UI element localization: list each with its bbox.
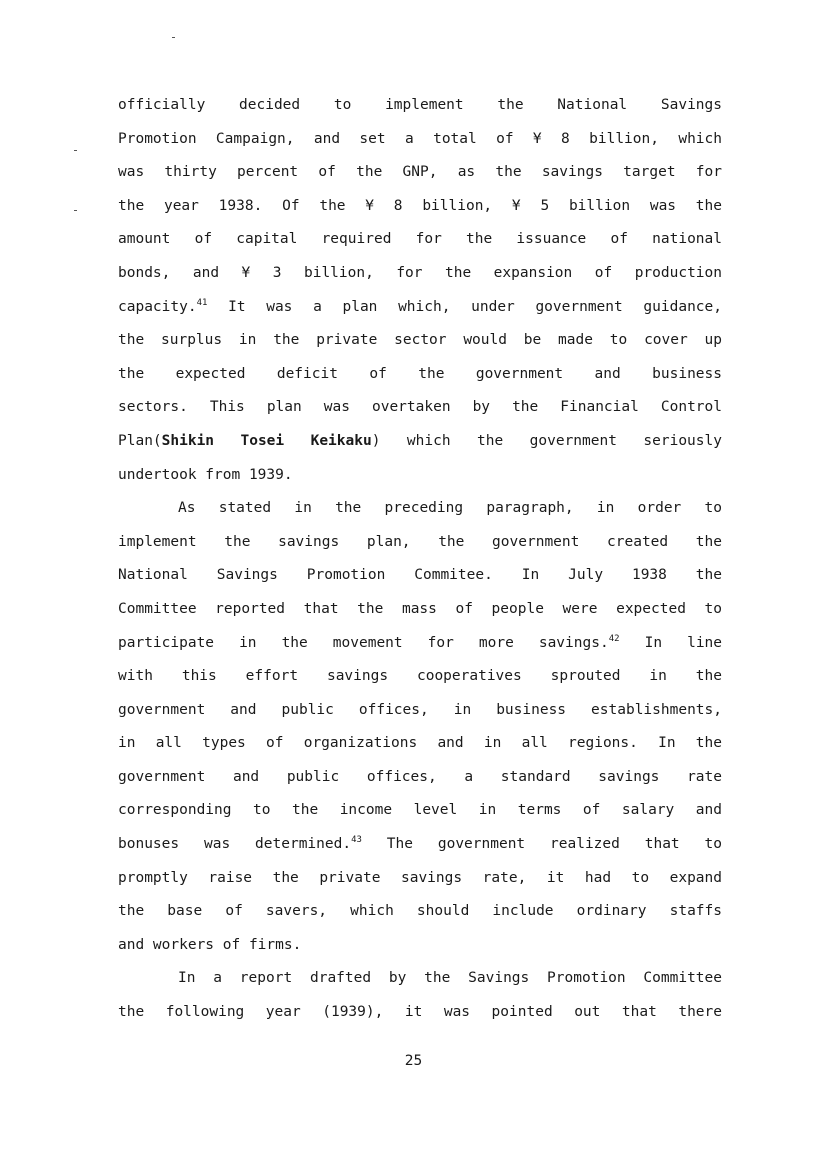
text-line: and workers of firms. [118, 936, 302, 953]
text-segment: ) [371, 432, 407, 449]
scan-speck [74, 210, 77, 211]
text-line: the expected deficit of the government and business [118, 365, 722, 382]
body-text [118, 92, 722, 1033]
text-line: the year 1938. Of the ¥ 8 billion, ¥ 5 billion was the [118, 197, 722, 214]
text-line: with this effort savings cooperatives sprouted in the [118, 668, 722, 685]
text-line: in all types of organizations and in all regions. In the [118, 735, 722, 752]
text-segment: which the government seriously [406, 432, 722, 449]
text-line: the following year (1939), it was pointed out that there [118, 1004, 722, 1021]
text-segment: The government realized that to [386, 836, 722, 853]
text-line: promptly raise the private savings rate, it had to expand [118, 869, 722, 886]
text-segment: capacity. [118, 298, 197, 315]
text-line: undertook from 1939. [118, 466, 293, 483]
scan-speck [74, 150, 77, 151]
text-line [118, 630, 722, 664]
footnote-ref-41: 41 [196, 297, 208, 308]
text-segment: In line [644, 634, 723, 651]
footnote-ref-43: 43 [351, 835, 362, 846]
text-segment: Plan( [118, 432, 162, 449]
text-line: the surplus in the private sector would be made to cover up [118, 332, 722, 349]
text-line: National Savings Promotion Commitee. In July 1938 the [118, 567, 722, 584]
footnote-ref-42: 42 [608, 633, 620, 644]
text-line: corresponding to the income level in terms of salary and [118, 802, 722, 819]
scan-speck [172, 37, 175, 38]
text-line: implement the savings plan, the government created the [118, 533, 722, 550]
text-line [118, 428, 722, 462]
text-line [118, 831, 722, 865]
page-number: 25 [404, 1053, 423, 1069]
paragraph-start-line: In a report drafted by the Savings Promotion Committee [178, 970, 722, 987]
text-line [118, 294, 722, 328]
text-line: government and public offices, in business establishments, [118, 701, 722, 718]
text-segment: It was a plan which, under government [207, 298, 623, 315]
text-line: sectors. This plan was overtaken by the Financial Control [118, 399, 722, 416]
text-line: amount of capital required for the issuance of national [118, 231, 722, 248]
text-line: government and public offices, a standard savings rate [118, 768, 722, 785]
italic-term: Shikin Tosei Keikaku [161, 432, 372, 449]
text-segment: participate in the movement for more savings. [118, 634, 609, 651]
text-line: the base of savers, which should include ordinary staffs [118, 903, 722, 920]
text-line: bonds, and ¥ 3 billion, for the expansion of production [118, 264, 722, 281]
text-line: officially decided to implement the National Savings [118, 97, 722, 113]
paragraph-start-line: As stated in the preceding paragraph, in order to [178, 500, 722, 517]
text-line: Committee reported that the mass of people were expected to [118, 600, 722, 617]
text-segment: bonuses was determined. [118, 836, 352, 853]
text-line: Promotion Campaign, and set a total of ¥ 8 billion, which [118, 130, 722, 147]
text-segment: guidance, [643, 298, 722, 315]
text-line: was thirty percent of the GNP, as the savings target for [118, 164, 722, 181]
